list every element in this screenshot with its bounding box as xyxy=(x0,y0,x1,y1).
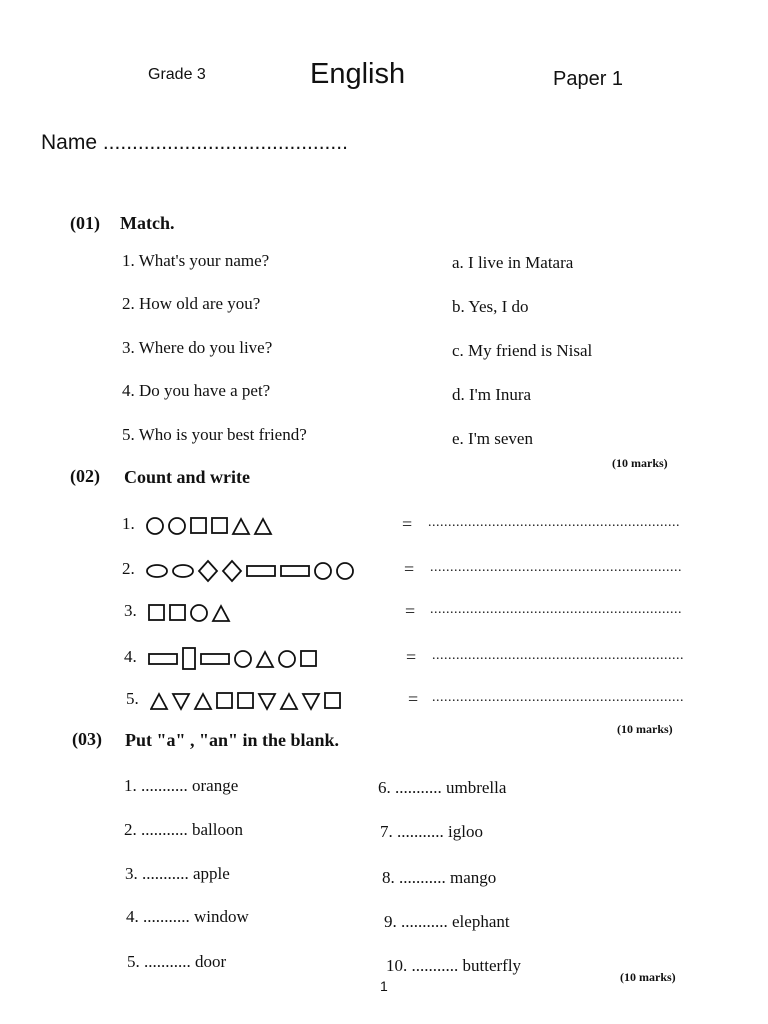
count-row-label: 3. xyxy=(124,601,137,620)
blank-item-6: 6. ........... umbrella xyxy=(378,778,507,797)
diamond-shape xyxy=(223,561,241,581)
ellipse-shape xyxy=(147,565,167,577)
square-shape xyxy=(212,518,227,533)
blank-item-3: 3. ........... apple xyxy=(125,864,230,883)
answer-line: ............................................................... xyxy=(428,515,680,530)
shape-sequence xyxy=(146,559,358,583)
square-shape xyxy=(170,605,185,620)
ellipse-shape xyxy=(173,565,193,577)
triangle-shape xyxy=(281,694,297,709)
triangle-shape xyxy=(213,606,229,621)
match-answer-a: a. I live in Matara xyxy=(452,253,574,272)
section1-title: Match. xyxy=(120,213,175,233)
square-shape xyxy=(238,693,253,708)
blank-item-2: 2. ........... balloon xyxy=(124,820,243,839)
shape-sequence xyxy=(148,647,321,671)
section2-marks: (10 marks) xyxy=(617,722,673,736)
grade-label: Grade 3 xyxy=(148,66,206,83)
equals-sign: = xyxy=(406,647,417,667)
blank-item-8: 8. ........... mango xyxy=(382,868,497,887)
triangle-down-shape xyxy=(303,694,319,709)
section1-marks: (10 marks) xyxy=(612,456,668,470)
square-shape xyxy=(149,605,164,620)
match-answer-c: c. My friend is Nisal xyxy=(452,341,593,360)
circle-shape xyxy=(337,563,353,579)
match-question-2: 2. How old are you? xyxy=(122,294,261,313)
circle-shape xyxy=(235,651,251,667)
shape-sequence xyxy=(148,601,234,625)
circle-shape xyxy=(279,651,295,667)
page-number: 1 xyxy=(380,978,388,994)
shape-sequence xyxy=(150,689,345,713)
match-question-3: 3. Where do you live? xyxy=(122,338,273,357)
triangle-shape xyxy=(195,694,211,709)
triangle-shape xyxy=(257,652,273,667)
answer-line: ............................................................... xyxy=(430,602,682,617)
blank-item-9: 9. ........... elephant xyxy=(384,912,510,931)
name-line: Name .......................................... xyxy=(41,131,348,154)
section3-marks: (10 marks) xyxy=(620,970,676,984)
subject-title: English xyxy=(310,58,406,90)
triangle-shape xyxy=(255,519,271,534)
rect-shape xyxy=(149,654,177,664)
blank-item-4: 4. ........... window xyxy=(126,907,249,926)
blank-item-7: 7. ........... igloo xyxy=(380,822,483,841)
circle-shape xyxy=(191,605,207,621)
count-row-label: 1. xyxy=(122,514,135,533)
equals-sign: = xyxy=(402,514,413,534)
circle-shape xyxy=(147,518,163,534)
equals-sign: = xyxy=(408,689,419,709)
match-answer-d: d. I'm Inura xyxy=(452,385,532,404)
diamond-shape xyxy=(199,561,217,581)
square-shape xyxy=(301,651,316,666)
match-answer-e: e. I'm seven xyxy=(452,429,533,448)
match-question-5: 5. Who is your best friend? xyxy=(122,425,307,444)
tall-rect-shape xyxy=(183,648,195,669)
rect-shape xyxy=(281,566,309,576)
blank-item-5: 5. ........... door xyxy=(127,952,227,971)
square-shape xyxy=(217,693,232,708)
answer-line: ............................................................... xyxy=(432,648,684,663)
rect-shape xyxy=(201,654,229,664)
equals-sign: = xyxy=(405,601,416,621)
triangle-down-shape xyxy=(173,694,189,709)
blank-item-1: 1. ........... orange xyxy=(124,776,239,795)
shape-sequence xyxy=(146,514,276,538)
square-shape xyxy=(191,518,206,533)
triangle-down-shape xyxy=(259,694,275,709)
section2-number: (02) xyxy=(70,466,100,486)
answer-line: ............................................................... xyxy=(432,690,684,705)
answer-line: ............................................................... xyxy=(430,560,682,575)
match-question-4: 4. Do you have a pet? xyxy=(122,381,271,400)
blank-item-10: 10. ........... butterfly xyxy=(386,956,522,975)
section3-number: (03) xyxy=(72,729,102,749)
square-shape xyxy=(325,693,340,708)
match-answer-b: b. Yes, I do xyxy=(452,297,529,316)
circle-shape xyxy=(315,563,331,579)
count-row-label: 4. xyxy=(124,647,137,666)
equals-sign: = xyxy=(404,559,415,579)
rect-shape xyxy=(247,566,275,576)
count-row-label: 5. xyxy=(126,689,139,708)
circle-shape xyxy=(169,518,185,534)
section1-number: (01) xyxy=(70,213,100,233)
triangle-shape xyxy=(151,694,167,709)
paper-label: Paper 1 xyxy=(553,68,624,90)
match-question-1: 1. What's your name? xyxy=(122,251,270,270)
section3-title: Put "a" , "an" in the blank. xyxy=(125,730,340,750)
section2-title: Count and write xyxy=(124,467,251,487)
triangle-shape xyxy=(233,519,249,534)
count-row-label: 2. xyxy=(122,559,135,578)
